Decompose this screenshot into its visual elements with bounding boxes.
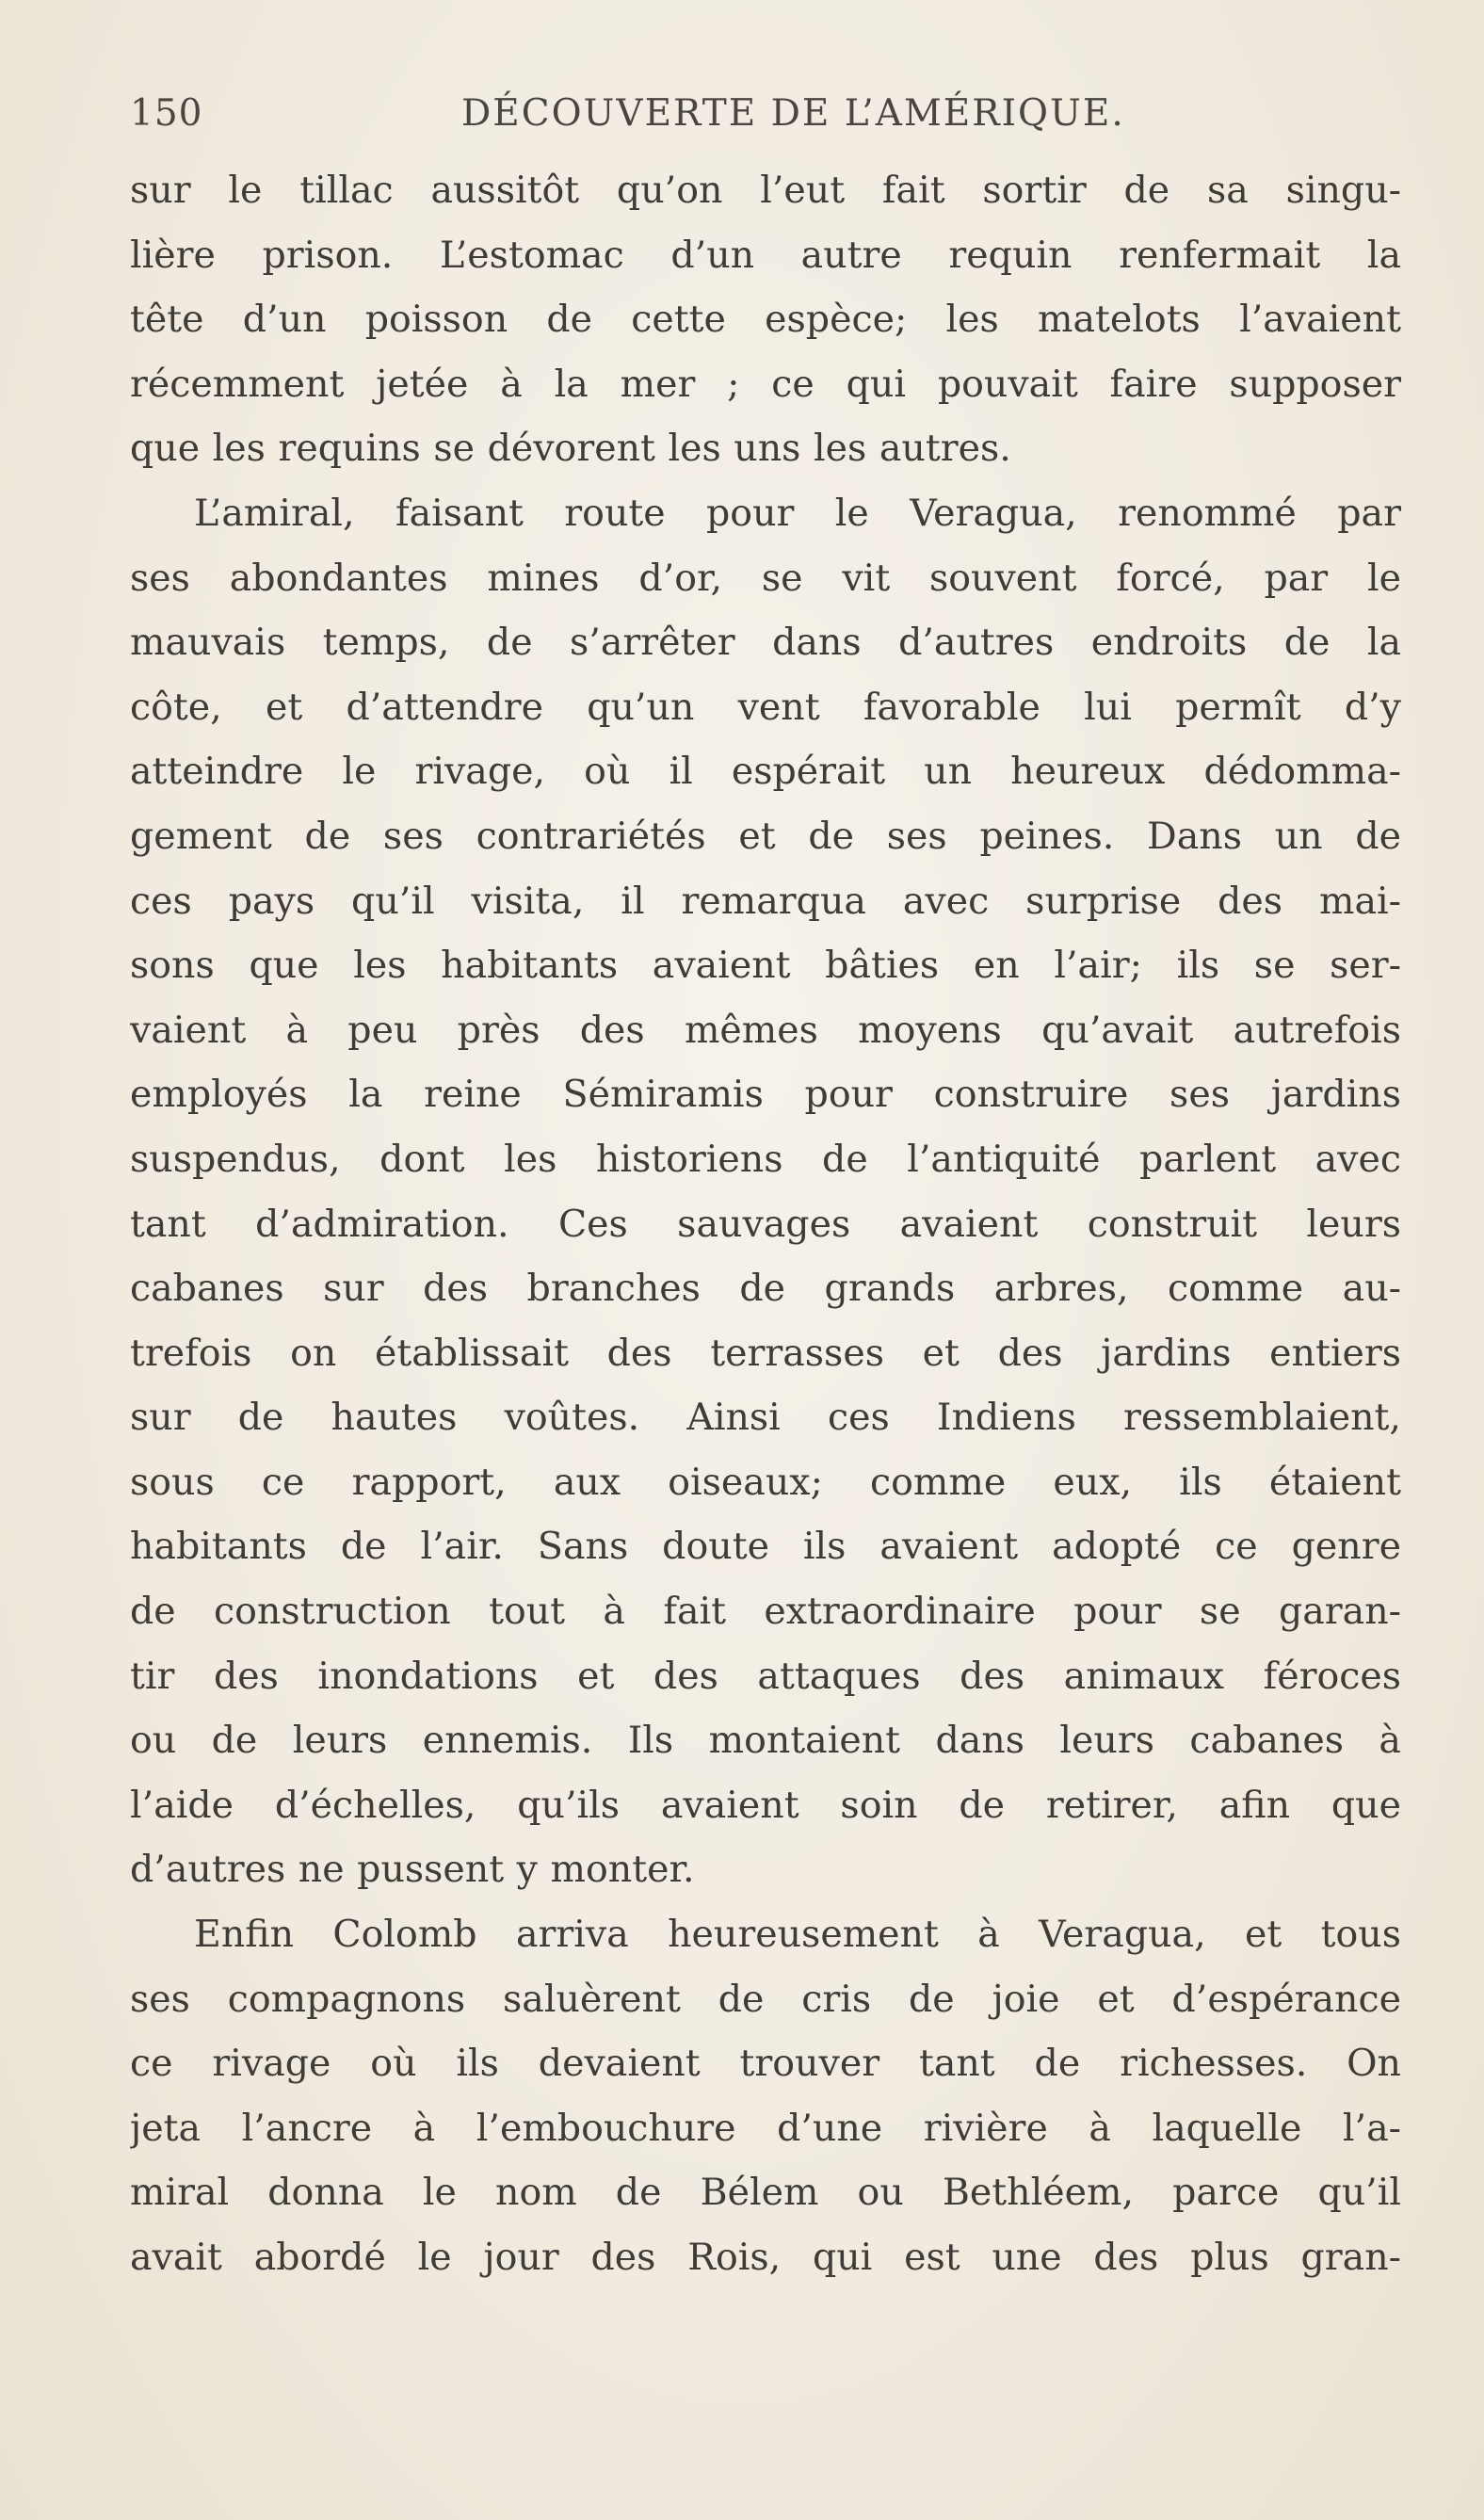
- page-number: 150: [130, 92, 203, 135]
- text-line: lière prison. L’estomac d’un autre requin renfermait la: [130, 233, 1401, 277]
- text-line: miral donna le nom de Bélem ou Bethléem, parce qu’il: [130, 2171, 1401, 2215]
- text-line: tant d’admiration. Ces sauvages avaient construit leurs: [130, 1202, 1401, 1246]
- text-line: ces pays qu’il visita, il remarqua avec surprise des mai-: [130, 879, 1401, 923]
- text-line: ses compagnons saluèrent de cris de joie et d’espérance: [130, 1977, 1401, 2021]
- text-line: récemment jetée à la mer ; ce qui pouvait faire supposer: [130, 362, 1401, 406]
- text-line: cabanes sur des branches de grands arbres, comme au-: [130, 1267, 1401, 1311]
- text-line: de construction tout à fait extraordinaire pour se garan-: [130, 1590, 1401, 1634]
- text-line: gement de ses contrariétés et de ses peines. Dans un de: [130, 814, 1401, 858]
- text-line: avait abordé le jour des Rois, qui est une des plus gran-: [130, 2236, 1401, 2279]
- text-line: sur le tillac aussitôt qu’on l’eut fait sortir de sa singu-: [130, 169, 1401, 212]
- text-line: vaient à peu près des mêmes moyens qu’avait autrefois: [130, 1008, 1401, 1052]
- text-line: tir des inondations et des attaques des animaux féroces: [130, 1654, 1401, 1698]
- text-line: habitants de l’air. Sans doute ils avaient adopté ce genre: [130, 1525, 1401, 1569]
- text-line: sous ce rapport, aux oiseaux; comme eux, ils étaient: [130, 1460, 1401, 1504]
- text-line: jeta l’ancre à l’embouchure d’une rivière à laquelle l’a-: [130, 2106, 1401, 2150]
- text-line: que les requins se dévorent les uns les autres.: [130, 427, 1011, 471]
- text-line: l’aide d’échelles, qu’ils avaient soin de retirer, afin que: [130, 1783, 1401, 1827]
- text-line: ou de leurs ennemis. Ils montaient dans leurs cabanes à: [130, 1719, 1401, 1763]
- running-head: [130, 87, 1403, 143]
- body-text: [130, 158, 1401, 2290]
- text-line: ses abondantes mines d’or, se vit souvent forcé, par le: [130, 556, 1401, 600]
- text-line: tête d’un poisson de cette espèce; les matelots l’avaient: [130, 298, 1401, 342]
- text-line: atteindre le rivage, où il espérait un heureux dédomma-: [130, 750, 1401, 794]
- text-line: suspendus, dont les historiens de l’antiquité parlent avec: [130, 1137, 1401, 1181]
- text-line: employés la reine Sémiramis pour construire ses jardins: [130, 1073, 1401, 1117]
- text-line: côte, et d’attendre qu’un vent favorable lui permît d’y: [130, 685, 1401, 729]
- text-line: sur de hautes voûtes. Ainsi ces Indiens ressemblaient,: [130, 1396, 1401, 1440]
- text-line: mauvais temps, de s’arrêter dans d’autres endroits de la: [130, 621, 1401, 665]
- text-line: trefois on établissait des terrasses et des jardins entiers: [130, 1331, 1401, 1375]
- text-line: sons que les habitants avaient bâties en l’air; ils se ser-: [130, 944, 1401, 988]
- text-line: L’amiral, faisant route pour le Veragua, renommé par: [194, 491, 1401, 535]
- text-line: d’autres ne pussent y monter.: [130, 1848, 695, 1892]
- text-line: Enfin Colomb arriva heureusement à Veragua, et tous: [194, 1913, 1401, 1957]
- running-title: DÉCOUVERTE DE L’AMÉRIQUE.: [461, 92, 1125, 135]
- text-line: ce rivage où ils devaient trouver tant de richesses. On: [130, 2042, 1401, 2086]
